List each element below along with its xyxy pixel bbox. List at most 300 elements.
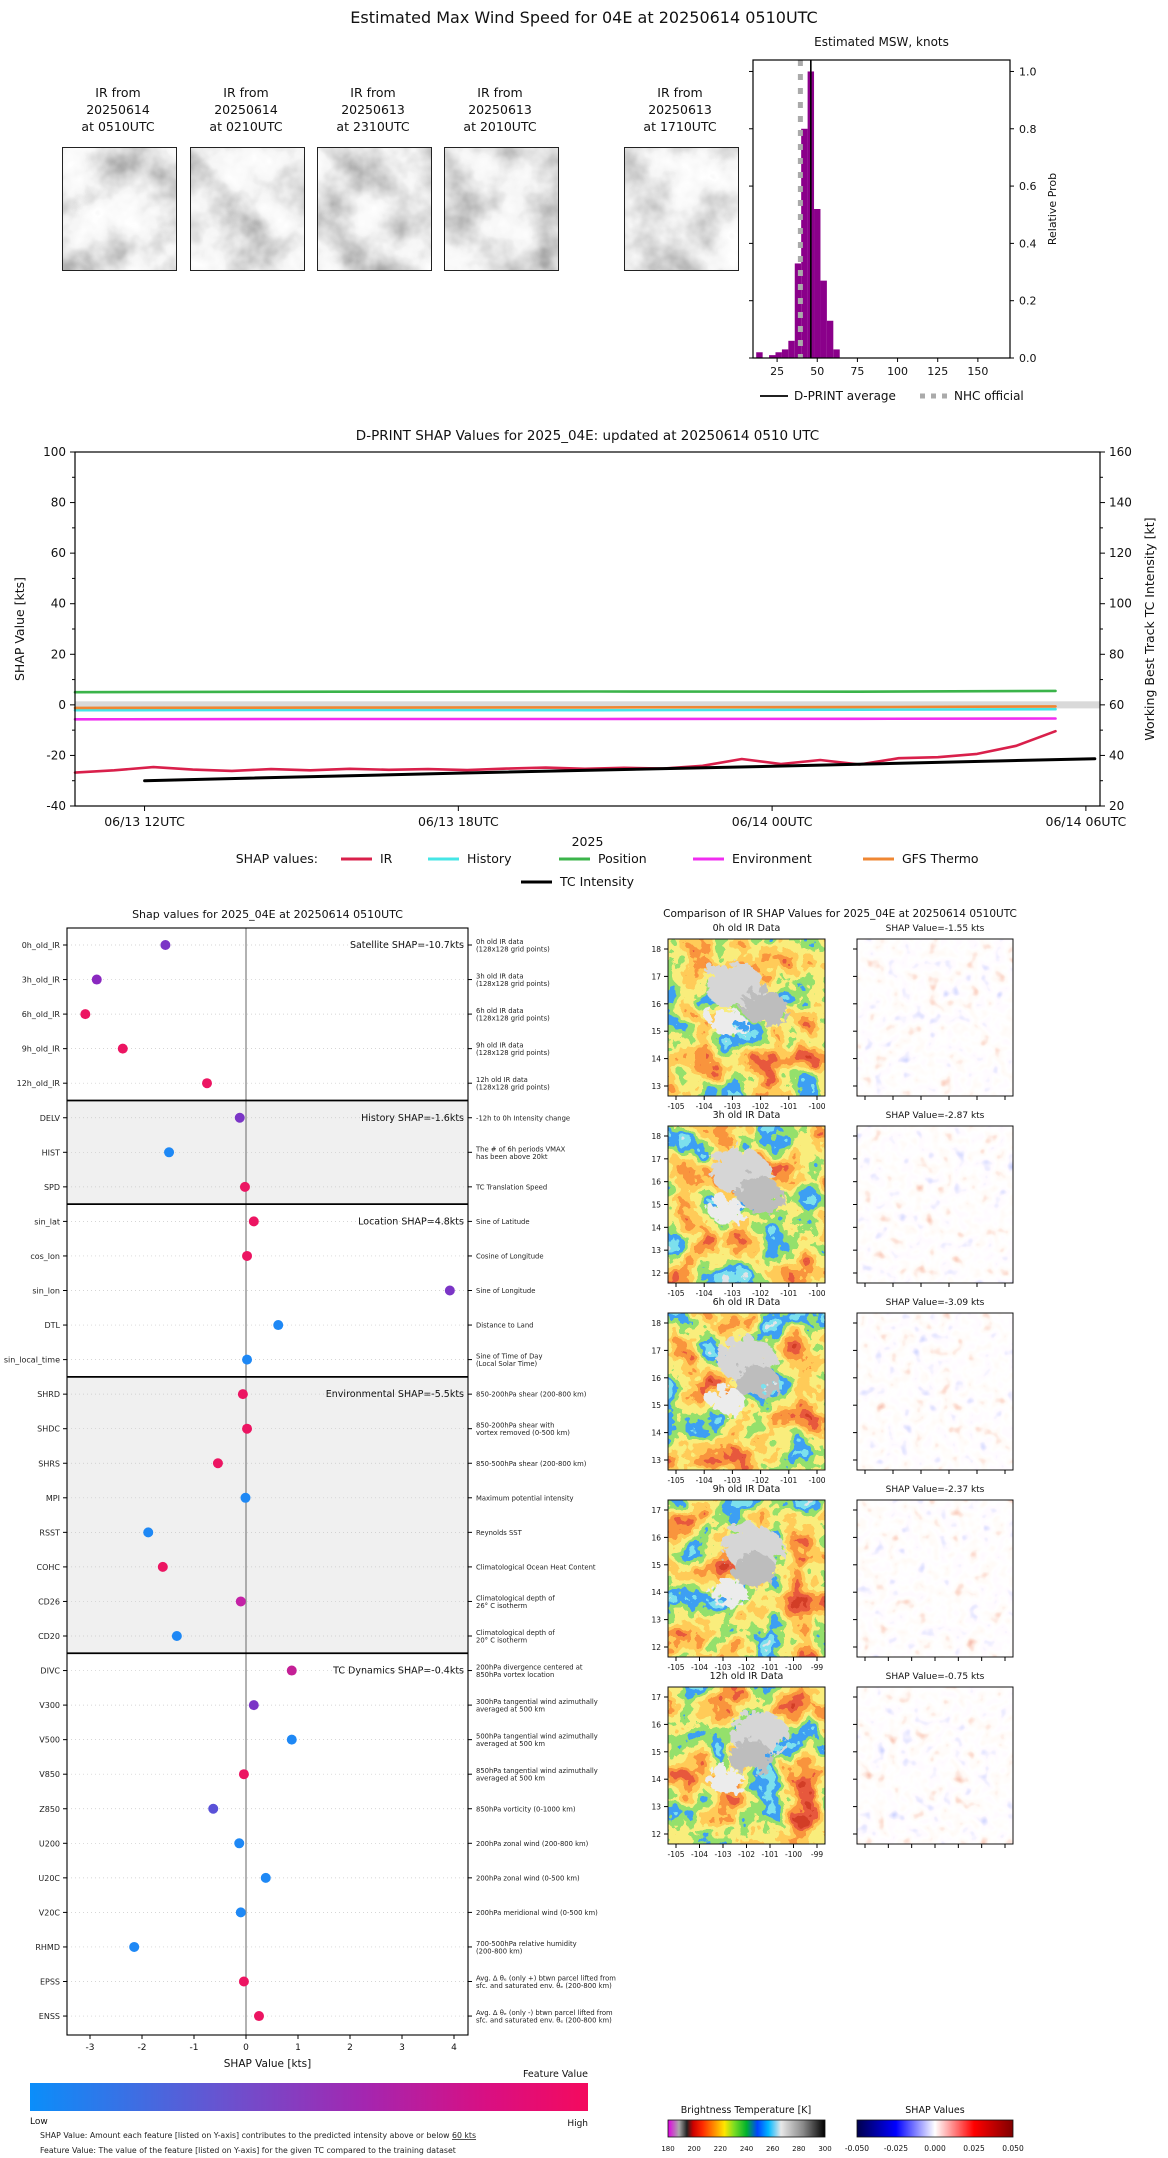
lat-tick-label: 16 [651, 1720, 661, 1730]
lon-tick-label: -99 [810, 1850, 824, 1859]
shap-dot-CD26 [236, 1596, 246, 1606]
feature-label: SHRD [37, 1390, 60, 1400]
x-tick-label: 4 [451, 2043, 457, 2053]
lon-tick-label: -104 [695, 1289, 713, 1298]
line-series-History [75, 709, 1056, 710]
comparison-header: Comparison of IR SHAP Values for 2025_04E at 20250614 0510UTC [663, 908, 1017, 920]
shap-dot-0h_old_IR [160, 940, 170, 950]
ir-satellite-thumbnail [190, 147, 305, 271]
shap-dot-U200 [234, 1838, 244, 1848]
legend-label-GFS-Thermo: GFS Thermo [902, 851, 979, 866]
ir-satellite-image [191, 148, 304, 270]
lon-tick-label: -105 [667, 1289, 685, 1298]
y-tick-label-left: -20 [46, 748, 66, 763]
shap-dot-3h_old_IR [92, 975, 102, 985]
shap-dot-sin_lat [249, 1216, 259, 1226]
legend-nhc-label: NHC official [954, 389, 1024, 403]
ir-thumbnail-label-line: IR from [223, 85, 269, 100]
x-axis-label: 2025 [571, 834, 604, 849]
feature-label: RSST [39, 1528, 60, 1538]
x-tick-label: 0 [243, 2043, 249, 2053]
bt-colorbar-tick-label: 180 [661, 2145, 675, 2153]
lat-tick-label: 13 [651, 1615, 661, 1625]
legend-label-History: History [467, 851, 512, 866]
feature-annotation: -12h to 0h Intensity change [476, 1114, 571, 1123]
lon-tick-label: -105 [667, 1476, 685, 1485]
y-tick-label-left: 100 [43, 445, 66, 459]
shap-map-noise [857, 939, 1013, 1096]
shap-dot-Z850 [208, 1804, 218, 1814]
y-tick-label: 0.8 [1019, 122, 1037, 136]
colorbar-low-label: Low [30, 2117, 48, 2127]
ir-thumbnail-label [420, 84, 580, 135]
footnote-feature-value: Feature Value: The value of the feature [listed on Y-axis] for the given TC compared to the training dataset [40, 2146, 456, 2155]
shap-dot-EPSS [239, 1977, 249, 1987]
line-series-IR [75, 731, 1056, 772]
feature-label: 12h_old_IR [16, 1079, 60, 1089]
shap-dot-SHRS [213, 1458, 223, 1468]
lat-tick-label: 16 [651, 1533, 661, 1543]
shap-colorbar [857, 2120, 1013, 2137]
feature-annotation: 26° C isotherm [476, 1601, 528, 1610]
legend-prefix: SHAP values: [235, 851, 318, 866]
lat-tick-label: 17 [651, 1693, 661, 1702]
feature-label: V300 [39, 1701, 60, 1711]
ir-shap-comparison [500, 905, 1168, 2158]
lon-tick-label: -105 [667, 1850, 685, 1859]
shap-map-title: SHAP Value=-3.09 kts [885, 1298, 985, 1308]
y-tick-label-right: 80 [1109, 647, 1125, 662]
bt-colorbar-tick-label: 260 [765, 2145, 780, 2153]
legend-label-TC-Intensity: TC Intensity [560, 874, 635, 889]
x-tick-label: 100 [887, 365, 909, 378]
lat-tick-label: 17 [651, 972, 661, 982]
y-tick-label-right: 60 [1109, 697, 1125, 712]
line-series-Environment [75, 719, 1056, 720]
shap-dot-CD20 [172, 1631, 182, 1641]
lat-tick-label: 16 [651, 1177, 661, 1187]
ir-satellite-thumbnail [317, 147, 432, 271]
feature-label: cos_lon [30, 1251, 60, 1261]
shap-colorbar-tick-label: -0.050 [844, 2144, 870, 2153]
ir-thumbnail-label-line: 20250613 [341, 102, 405, 117]
bt-colorbar-title: Brightness Temperature [K] [680, 2105, 812, 2116]
shap-map-title: SHAP Value=-0.75 kts [885, 1672, 985, 1682]
feature-annotation: Maximum potential intensity [476, 1494, 574, 1503]
ir-map-title: 0h old IR Data [712, 923, 781, 934]
feature-label: U200 [38, 1839, 60, 1849]
legend-label-Position: Position [598, 851, 647, 866]
feature-label: CD20 [38, 1632, 60, 1641]
lon-tick-label: -103 [723, 1476, 741, 1485]
lon-tick-label: -103 [714, 1850, 732, 1859]
lat-tick-label: 13 [651, 1082, 661, 1091]
histogram-frame [753, 60, 1010, 358]
lon-tick-label: -100 [808, 1102, 826, 1111]
x-tick-label: 3 [399, 2043, 405, 2053]
lat-tick-label: 12 [651, 1269, 661, 1278]
shap-dot-cos_lon [242, 1251, 252, 1261]
feature-label: RHMD [35, 1942, 60, 1952]
feature-label: DTL [44, 1321, 60, 1331]
feature-annotation: 200hPa meridional wind (0-500 km) [476, 1908, 598, 1917]
shap-dot-COHC [158, 1562, 168, 1572]
shap-map-title: SHAP Value=-1.55 kts [885, 924, 985, 934]
feature-label: sin_lat [34, 1217, 60, 1227]
shap-dot-9h_old_IR [118, 1044, 128, 1054]
ir-satellite-thumbnail [444, 147, 559, 271]
shap-dot-SHRD [238, 1389, 248, 1399]
feature-annotation: Reynolds SST [476, 1528, 522, 1537]
feature-label: 3h_old_IR [21, 975, 60, 985]
ir-thumbnail-label-line: IR from [657, 85, 703, 100]
legend-label-IR: IR [380, 851, 393, 866]
ir-thumbnail-label-line: at 0210UTC [209, 119, 283, 134]
shap-dot-V850 [239, 1769, 249, 1779]
feature-annotation: 0h old IR data [476, 938, 524, 946]
feature-label: DELV [39, 1113, 60, 1123]
y-axis-label-left: SHAP Value [kts] [12, 576, 27, 682]
feature-annotation: 3h old IR data [476, 972, 524, 981]
msw-histogram [690, 26, 1130, 422]
lat-tick-label: 15 [651, 1747, 661, 1757]
ir-map-noise [668, 939, 825, 1096]
feature-label: V500 [39, 1735, 60, 1745]
feature-annotation: (128x128 grid points) [476, 1049, 550, 1058]
ir-thumbnail-label-line: IR from [477, 85, 523, 100]
y-axis-label: Relative Prob [1046, 172, 1059, 246]
lat-tick-label: 18 [651, 945, 661, 954]
shap-map-title: SHAP Value=-2.37 kts [885, 1485, 985, 1495]
ir-thumbnail-label-line: IR from [350, 85, 396, 100]
group-label: TC Dynamics SHAP=-0.4kts [333, 1665, 464, 1677]
feature-annotation: The # of 6h periods VMAX [476, 1145, 566, 1154]
lon-tick-label: -100 [784, 1850, 803, 1859]
lat-tick-label: 18 [651, 1319, 661, 1328]
ir-thumbnail-label-line: 20250614 [86, 102, 150, 117]
feature-annotation: TC Translation Speed [476, 1183, 548, 1192]
shap-map-noise [857, 1687, 1013, 1844]
ir-thumbnail-label-line: at 0510UTC [81, 119, 155, 134]
feature-annotation: vortex removed (0-500 km) [476, 1429, 570, 1438]
lat-tick-label: 17 [651, 1346, 661, 1356]
lat-tick-label: 16 [651, 999, 661, 1009]
feature-annotation: averaged at 500 km [476, 1705, 545, 1714]
lon-tick-label: -104 [690, 1850, 709, 1859]
shap-dot-sin_local_time [242, 1355, 252, 1365]
page-title: Estimated Max Wind Speed for 04E at 20250614 0510UTC [350, 8, 818, 27]
y-tick-label: 0.6 [1019, 180, 1037, 194]
y-tick-label-left: 20 [50, 647, 66, 662]
bt-colorbar-tick-label: 220 [713, 2145, 728, 2153]
lon-tick-label: -105 [667, 1663, 685, 1672]
x-tick-label: -3 [85, 2043, 95, 2053]
line-series-Position [75, 691, 1056, 692]
feature-label: EPSS [39, 1977, 60, 1987]
feature-annotation: 200hPa zonal wind (0-500 km) [476, 1874, 580, 1883]
y-tick-label: 0.2 [1019, 294, 1037, 308]
ir-satellite-image [63, 148, 176, 270]
ir-thumbnail-label-line: at 1710UTC [643, 119, 717, 134]
x-tick-label: 75 [850, 365, 865, 378]
feature-label: V20C [38, 1908, 60, 1918]
y-axis-label-right: Working Best Track TC Intensity [kt] [1142, 517, 1157, 741]
shap-dot-MPI [240, 1493, 250, 1503]
ir-map-title: 3h old IR Data [712, 1110, 781, 1121]
timeseries-frame [75, 452, 1100, 806]
x-tick-label: 50 [810, 365, 825, 378]
shap-dot-SPD [240, 1182, 250, 1192]
feature-annotation: sfc. and saturated env. θₑ (200-800 km) [476, 2016, 612, 2025]
y-tick-label-left: -40 [46, 799, 66, 813]
shap-map-noise [857, 1126, 1013, 1283]
lon-tick-label: -99 [810, 1663, 824, 1672]
y-tick-label-right: 40 [1109, 748, 1125, 763]
x-tick-label: -2 [137, 2043, 147, 2053]
feature-annotation: (128x128 grid points) [476, 1014, 550, 1023]
shap-timeseries [0, 420, 1168, 905]
y-tick-label-left: 40 [50, 596, 66, 611]
feature-annotation: 850hPa vorticity (0-1000 km) [476, 1805, 576, 1814]
feature-label: DIVC [40, 1666, 60, 1676]
lon-tick-label: -101 [761, 1850, 779, 1859]
x-tick-label: 06/13 12UTC [104, 814, 185, 829]
shap-colorbar-title: SHAP Values [905, 2105, 965, 2116]
shap-dot-V300 [249, 1700, 259, 1710]
feature-label: Z850 [39, 1804, 60, 1814]
shap-dot-RHMD [129, 1942, 139, 1952]
feature-annotation: sfc. and saturated env. θₑ (200-800 km) [476, 1982, 612, 1990]
lat-tick-label: 17 [651, 1154, 661, 1164]
ir-satellite-thumbnail [62, 147, 177, 271]
ir-map-title: 9h old IR Data [712, 1484, 781, 1495]
feature-label: ENSS [38, 2012, 60, 2022]
y-tick-label: 0.0 [1019, 352, 1037, 365]
lat-tick-label: 14 [651, 1054, 661, 1064]
group-label: Satellite SHAP=-10.7kts [349, 940, 464, 951]
feature-label: SHRS [38, 1459, 60, 1469]
lat-tick-label: 15 [651, 1200, 661, 1210]
feature-label: sin_local_time [3, 1355, 60, 1365]
lon-tick-label: -101 [780, 1289, 798, 1298]
feature-annotation: (200-800 km) [476, 1947, 523, 1956]
feature-label: SPD [43, 1182, 60, 1192]
lat-tick-label: 14 [651, 1223, 661, 1233]
ir-thumbnail-label-line: at 2010UTC [463, 119, 537, 134]
y-tick-label-right: 140 [1109, 495, 1132, 510]
y-tick-label-right: 20 [1109, 799, 1125, 813]
histogram-bar [820, 281, 826, 358]
legend-dprint-label: D-PRINT average [794, 389, 896, 403]
ir-thumbnail-label-line: IR from [95, 85, 141, 100]
lat-tick-label: 15 [651, 1401, 661, 1411]
y-tick-label-right: 160 [1109, 445, 1132, 459]
shap-dot-DTL [273, 1320, 283, 1330]
lon-tick-label: -105 [667, 1102, 685, 1111]
ir-map-title: 12h old IR Data [709, 1671, 784, 1682]
lon-tick-label: -102 [737, 1850, 756, 1859]
timeseries-title: D-PRINT SHAP Values for 2025_04E: updated at 20250614 0510 UTC [355, 428, 820, 444]
histogram-bar [756, 352, 762, 358]
lon-tick-label: -102 [752, 1289, 770, 1298]
lon-tick-label: -103 [714, 1663, 732, 1672]
shap-dot-DIVC [287, 1666, 297, 1676]
bt-colorbar [668, 2120, 825, 2137]
feature-annotation: Distance to Land [476, 1321, 534, 1330]
x-tick-label: 25 [770, 365, 785, 378]
feature-label: MPI [45, 1493, 60, 1503]
feature-annotation: Sine of Latitude [476, 1217, 530, 1226]
shap-dot-V500 [287, 1735, 297, 1745]
feature-annotation: 850hPa tangential wind azimuthally [476, 1767, 598, 1776]
group-label: Environmental SHAP=-5.5kts [325, 1389, 464, 1401]
ir-thumbnail-label-line: 20250613 [648, 102, 712, 117]
feature-annotation: 200hPa zonal wind (200-800 km) [476, 1839, 589, 1848]
feature-annotation: 20° C isotherm [476, 1636, 528, 1645]
lon-tick-label: -102 [737, 1663, 756, 1672]
feature-annotation: 700-500hPa relative humidity [476, 1939, 577, 1948]
ir-map-title: 6h old IR Data [712, 1297, 781, 1308]
histogram-bar [775, 352, 781, 358]
feature-label: U20C [38, 1873, 60, 1883]
feature-annotation: 12h old IR data [476, 1076, 528, 1085]
ir-thumbnail-label-line: 20250614 [214, 102, 278, 117]
ir-thumbnail-label-line: 20250613 [468, 102, 532, 117]
line-series-GFS-Thermo [75, 706, 1056, 708]
histogram-bar [788, 341, 794, 358]
lat-tick-label: 17 [651, 1506, 661, 1515]
feature-annotation: has been above 20kt [476, 1152, 548, 1161]
shap-dot-RSST [143, 1527, 153, 1537]
shap-colorbar-tick-label: 0.000 [924, 2144, 946, 2153]
feature-annotation: 850-200hPa shear with [476, 1421, 555, 1430]
colorbar-high-label: High [567, 2119, 588, 2129]
shap-dot-SHDC [242, 1424, 252, 1434]
colorbar-title: Feature Value [522, 2069, 588, 2080]
y-tick-label: 1.0 [1019, 65, 1037, 79]
shap-dot-12h_old_IR [202, 1078, 212, 1088]
feature-annotation: (128x128 grid points) [476, 980, 550, 989]
histogram-bar [827, 321, 833, 358]
feature-annotation: Climatological depth of [476, 1629, 555, 1637]
bt-colorbar-tick-label: 240 [739, 2145, 754, 2153]
feature-annotation: 500hPa tangential wind azimuthally [476, 1732, 598, 1741]
y-tick-label-right: 120 [1109, 546, 1132, 561]
shap-dot-ENSS [254, 2011, 264, 2021]
lon-tick-label: -102 [752, 1102, 770, 1111]
x-tick-label: 06/14 06UTC [1045, 814, 1127, 829]
feature-label: 0h_old_IR [21, 941, 60, 950]
lon-tick-label: -100 [808, 1476, 826, 1485]
x-tick-label: 06/13 18UTC [417, 814, 499, 829]
ir-thumbnail-label-line: at 2310UTC [336, 119, 410, 134]
group-label: Location SHAP=4.8kts [358, 1216, 464, 1228]
lat-tick-label: 14 [651, 1428, 661, 1438]
lon-tick-label: -104 [690, 1663, 709, 1672]
shap-colorbar-tick-label: 0.025 [963, 2144, 985, 2153]
feature-annotation: Avg. Δ θₑ (only +) btwn parcel lifted from [476, 1974, 616, 1983]
lat-tick-label: 15 [651, 1027, 661, 1037]
shap-dot-sin_lon [445, 1286, 455, 1296]
feature-label: COHC [36, 1562, 60, 1572]
feature-annotation: Avg. Δ θₑ (only -) btwn parcel lifted from [476, 2009, 613, 2018]
shap-dot-U20C [261, 1873, 271, 1883]
lon-tick-label: -100 [808, 1289, 826, 1298]
lat-tick-label: 13 [651, 1456, 661, 1465]
histogram-bar [833, 349, 839, 358]
feature-annotation: 300hPa tangential wind azimuthally [476, 1698, 598, 1707]
group-label: History SHAP=-1.6kts [361, 1112, 464, 1124]
feature-label: CD26 [38, 1597, 60, 1607]
histogram-title: Estimated MSW, knots [814, 35, 949, 49]
feature-annotation: (128x128 grid points) [476, 1083, 550, 1092]
lat-tick-label: 13 [651, 1802, 661, 1812]
feature-annotation: Climatological depth of [476, 1594, 555, 1603]
lat-tick-label: 14 [651, 1775, 661, 1785]
feature-label: HIST [41, 1148, 60, 1158]
lat-tick-label: 18 [651, 1132, 661, 1141]
lon-tick-label: -103 [723, 1289, 741, 1298]
x-tick-label: 2 [347, 2043, 353, 2053]
group-band [67, 1377, 468, 1653]
feature-label: sin_lon [32, 1286, 60, 1296]
lon-tick-label: -101 [780, 1102, 798, 1111]
feature-label: 6h_old_IR [21, 1010, 60, 1020]
legend-label-Environment: Environment [732, 851, 812, 866]
feature-annotation: Sine of Time of Day [476, 1352, 543, 1361]
shap-colorbar-tick-label: 0.050 [1002, 2144, 1024, 2153]
lon-tick-label: -102 [752, 1476, 770, 1485]
x-tick-label: 125 [927, 365, 949, 378]
shap-map-noise [857, 1500, 1013, 1657]
feature-label: V850 [39, 1770, 60, 1780]
feature-label: 9h_old_IR [21, 1044, 60, 1054]
feature-annotation: Sine of Longitude [476, 1287, 536, 1295]
dotplot-title: Shap values for 2025_04E at 20250614 0510UTC [132, 908, 403, 921]
feature-annotation: averaged at 500 km [476, 1774, 545, 1783]
feature-annotation: Climatological Ocean Heat Content [476, 1563, 596, 1572]
feature-annotation: (128x128 grid points) [476, 945, 550, 954]
shap-colorbar-tick-label: -0.025 [883, 2144, 909, 2153]
lat-tick-label: 16 [651, 1373, 661, 1383]
feature-annotation: Cosine of Longitude [476, 1252, 544, 1261]
shap-dot-V20C [236, 1907, 246, 1917]
x-tick-label: 1 [295, 2043, 301, 2053]
x-tick-label: 150 [967, 365, 989, 378]
shap-map-noise [857, 1313, 1013, 1470]
lon-tick-label: -100 [784, 1663, 803, 1672]
lon-tick-label: -104 [695, 1102, 713, 1111]
lon-tick-label: -101 [761, 1663, 779, 1672]
feature-label: SHDC [37, 1424, 60, 1434]
feature-annotation: 850hPa vortex location [476, 1671, 555, 1680]
y-tick-label-left: 0 [58, 697, 66, 712]
shap-dot-6h_old_IR [80, 1009, 90, 1019]
histogram-bar [814, 209, 820, 358]
lon-tick-label: -101 [780, 1476, 798, 1485]
feature-annotation: averaged at 500 km [476, 1740, 545, 1749]
histogram-bar [782, 349, 788, 358]
shap-map-title: SHAP Value=-2.87 kts [885, 1111, 985, 1121]
x-tick-label: -1 [189, 2043, 199, 2053]
feature-annotation: 9h old IR data [476, 1041, 524, 1050]
shap-dot-HIST [164, 1147, 174, 1157]
bt-colorbar-tick-label: 280 [792, 2145, 806, 2153]
feature-annotation: (Local Solar Time) [476, 1360, 538, 1369]
lat-tick-label: 15 [651, 1560, 661, 1570]
x-tick-label: 06/14 00UTC [731, 814, 813, 829]
y-tick-label: 0.4 [1019, 237, 1037, 251]
